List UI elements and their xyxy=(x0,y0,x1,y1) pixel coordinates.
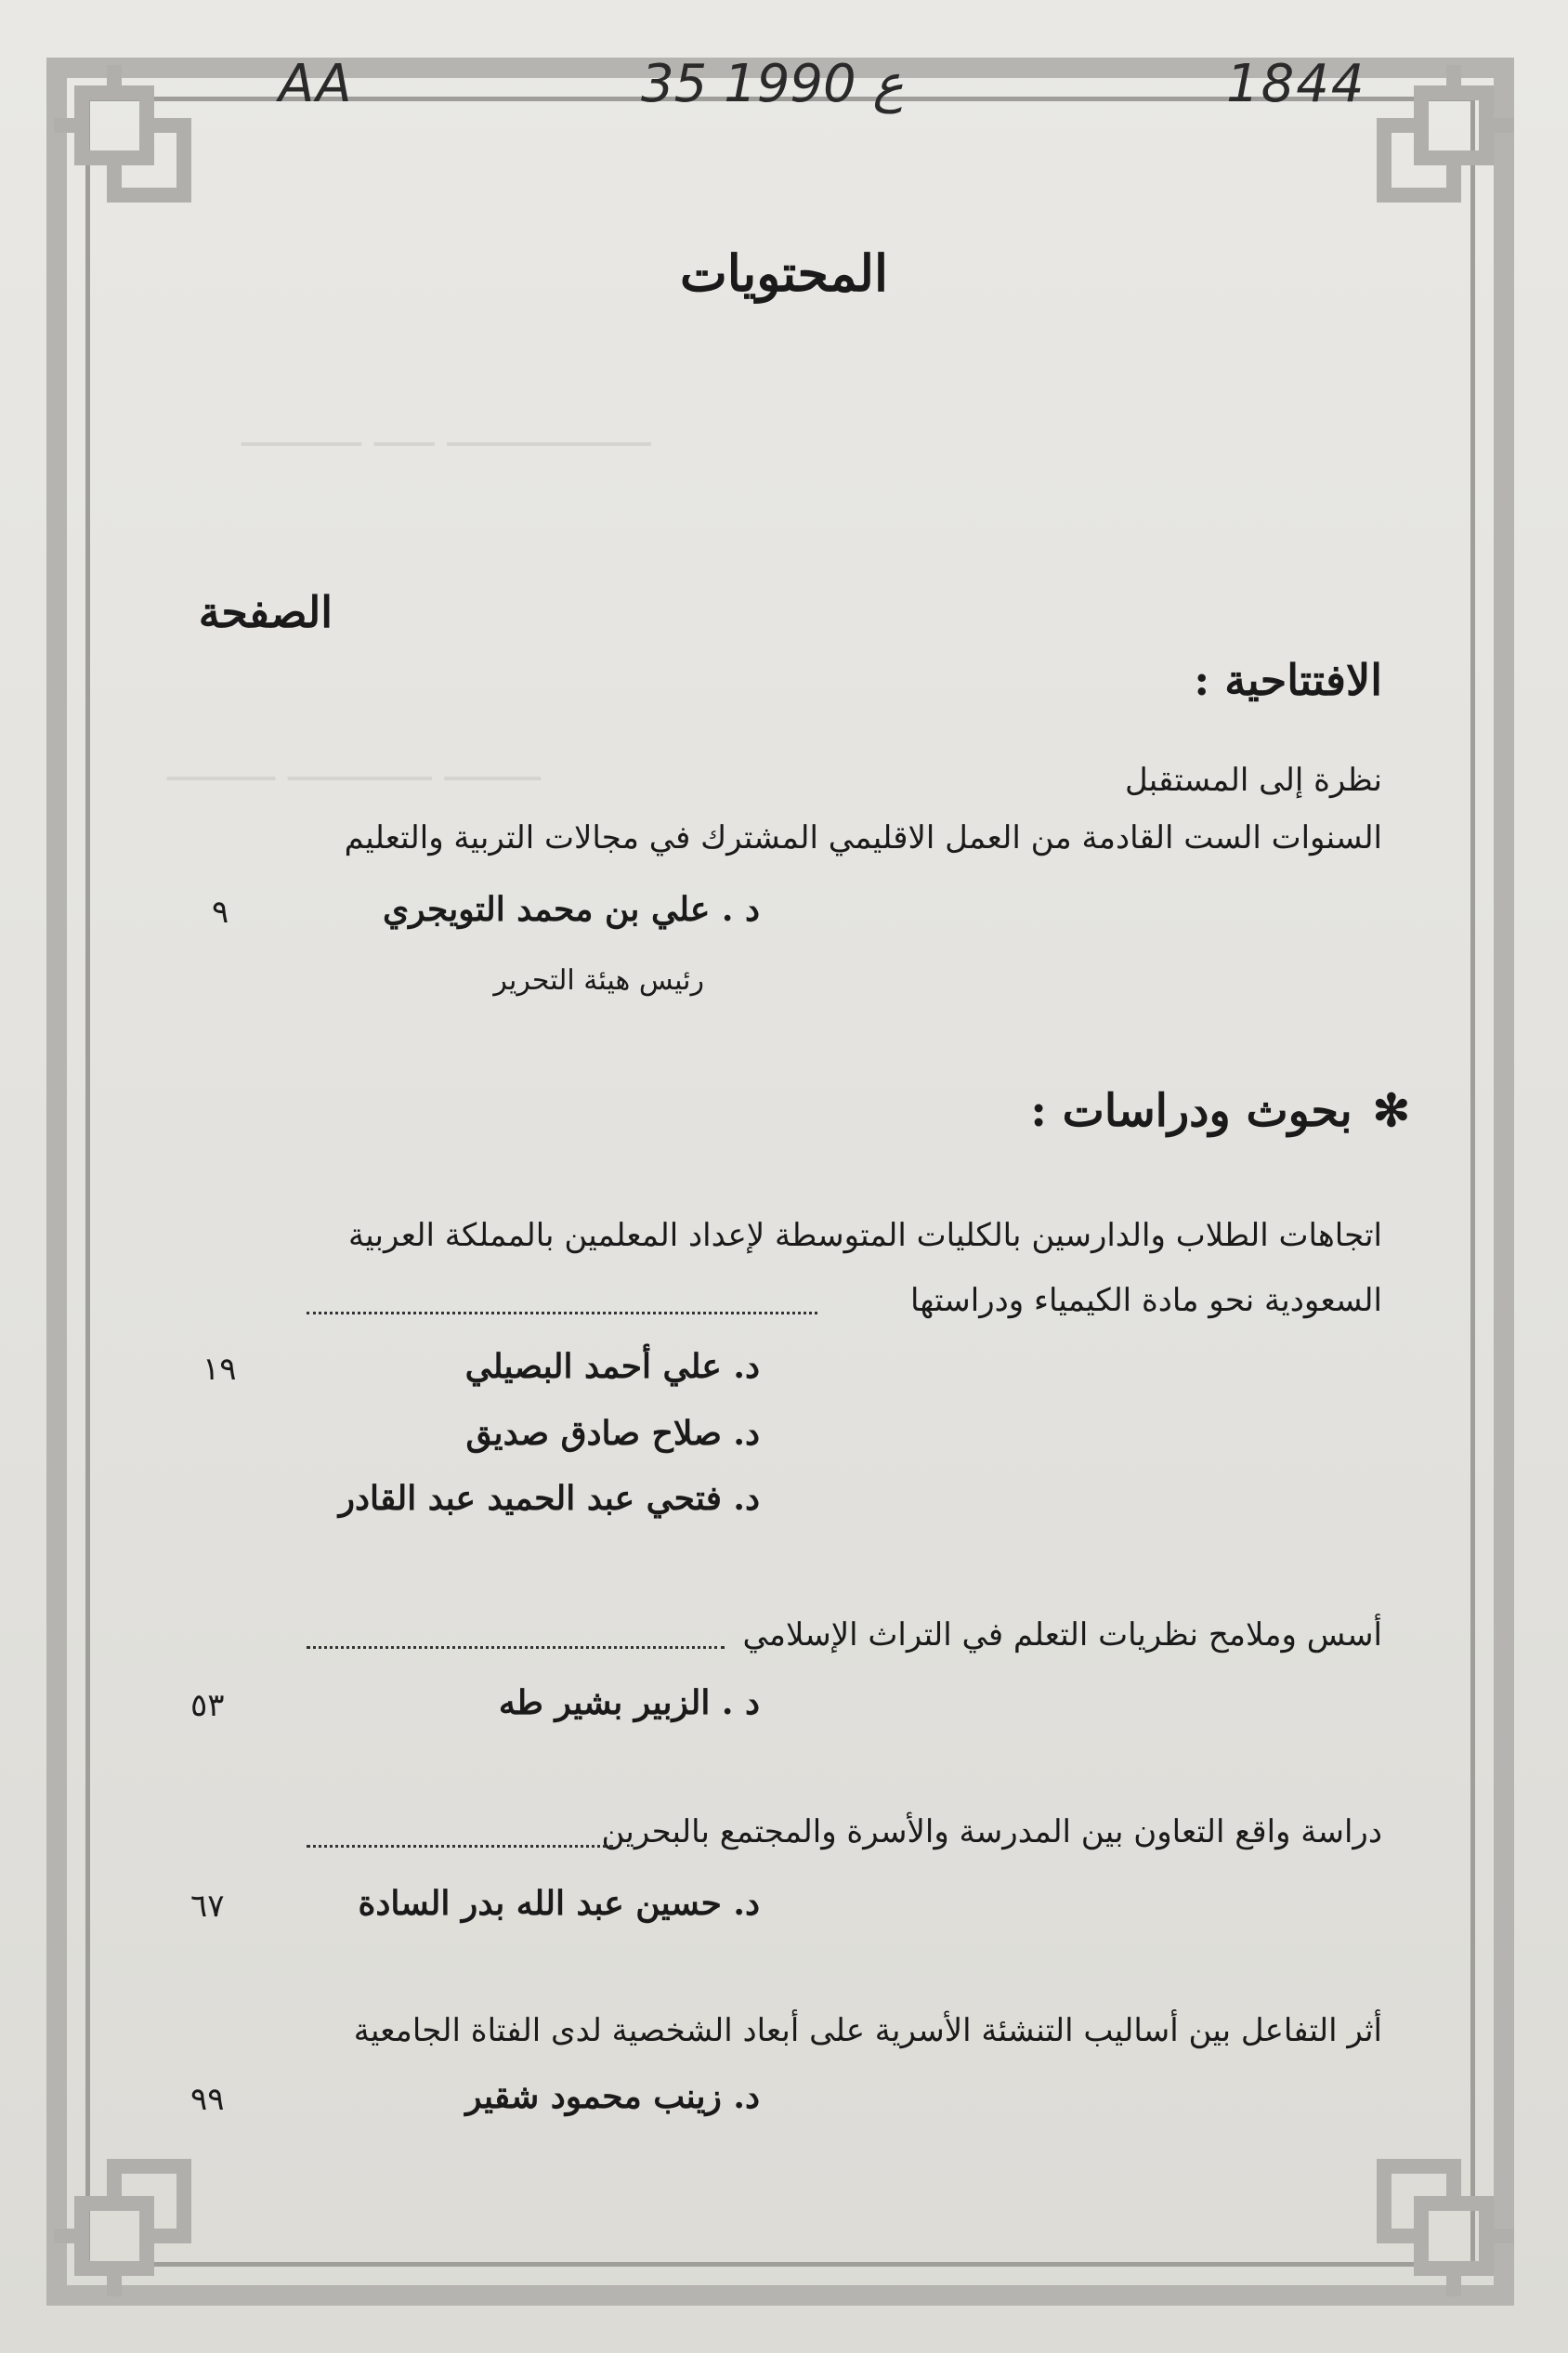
article-author: د. زينب محمود شقير xyxy=(465,2077,760,2116)
dot-leader xyxy=(307,1312,817,1314)
research-heading-text: بحوث ودراسات : xyxy=(1030,1085,1352,1137)
article-page-number: ١٩ xyxy=(203,1351,237,1388)
dot-leader xyxy=(307,1845,613,1848)
opening-author: د . علي بن محمد التويجري xyxy=(382,890,760,929)
handwritten-note-right: 1844 xyxy=(1226,54,1366,114)
page-column-label: الصفحة xyxy=(198,587,333,637)
opening-title-line1: نظرة إلى المستقبل xyxy=(1125,762,1382,799)
article-page-number: ٩٩ xyxy=(190,2081,225,2118)
dot-leader xyxy=(307,1646,725,1649)
article-author: د . الزبير بشير طه xyxy=(498,1683,760,1722)
article-title: السعودية نحو مادة الكيمياء ودراستها xyxy=(910,1282,1382,1319)
article-author: د. صلاح صادق صديق xyxy=(465,1414,760,1453)
section-heading-research xyxy=(1030,1085,1410,1137)
inner-border-frame xyxy=(85,97,1475,2267)
handwritten-note-left: AA xyxy=(279,54,354,114)
article-author: د. حسين عبد الله بدر السادة xyxy=(358,1884,760,1923)
page-title: المحتويات xyxy=(679,243,889,303)
opening-page-number: ٩ xyxy=(212,894,229,931)
article-title: اتجاهات الطلاب والدارسين بالكليات المتوسطة لإعداد المعلمين بالمملكة العربية xyxy=(348,1217,1382,1254)
bleed-through-text: ــــــــ ــــــــــــ ـــــــــ xyxy=(167,743,541,791)
section-heading-opening: الافتتاحية : xyxy=(1194,655,1382,705)
bleed-through-text: ﻿ـــــــــــــــــ ـــــ ــــــــــ xyxy=(242,409,651,456)
article-page-number: ٥٣ xyxy=(190,1687,225,1724)
article-author: د. علي أحمد البصيلي xyxy=(464,1347,760,1386)
handwritten-note-middle: 35 ع 1990 xyxy=(641,54,904,114)
article-title: أثر التفاعل بين أساليب التنشئة الأسرية على أبعاد الشخصية لدى الفتاة الجامعية xyxy=(353,2012,1382,2049)
star-icon: ✻ xyxy=(1372,1085,1410,1137)
opening-title-line2: السنوات الست القادمة من العمل الاقليمي المشترك في مجالات التربية والتعليم xyxy=(344,819,1382,856)
article-author: د. فتحي عبد الحميد عبد القادر xyxy=(338,1479,760,1518)
opening-author-role: رئيس هيئة التحرير xyxy=(493,964,704,997)
article-page-number: ٦٧ xyxy=(190,1888,225,1925)
corner-ornament-icon xyxy=(45,56,212,223)
corner-ornament-icon xyxy=(45,2138,212,2306)
corner-ornament-icon xyxy=(1356,56,1523,223)
article-title: دراسة واقع التعاون بين المدرسة والأسرة والمجتمع بالبحرين xyxy=(601,1813,1382,1850)
article-title: أسس وملامح نظريات التعلم في التراث الإسلامي xyxy=(742,1616,1382,1654)
corner-ornament-icon xyxy=(1356,2138,1523,2306)
